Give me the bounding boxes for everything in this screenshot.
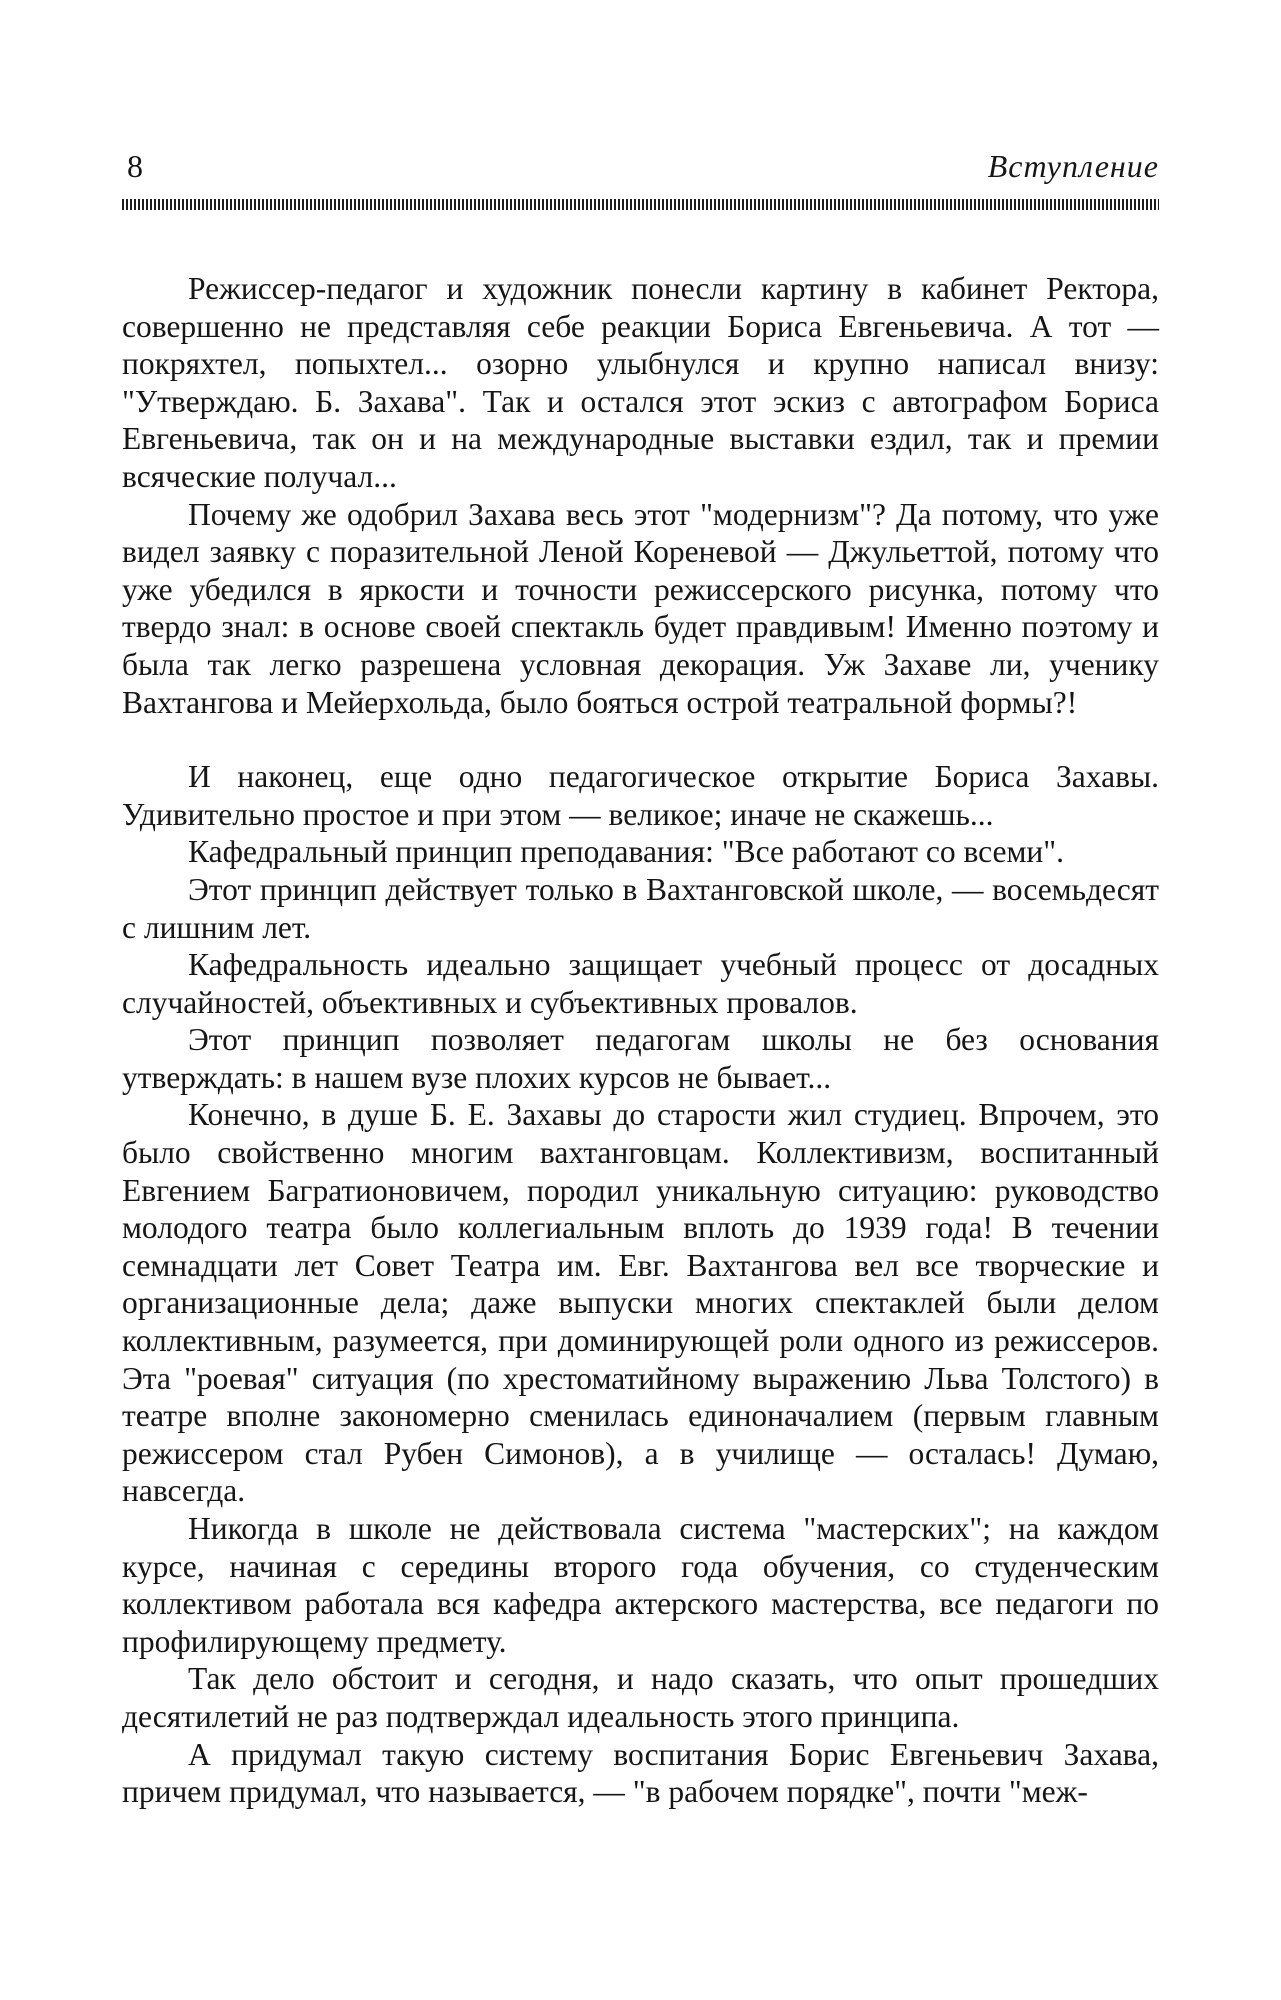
paragraph: Этот принцип позволяет педагогам школы не без основания утверждать: в нашем вузе плохих курсов не бывает... <box>122 1022 1159 1095</box>
paragraph: Никогда в школе не действовала система "мастерских"; на каждом курсе, начиная с середины второго года обучения, со студенческим коллективом работала вся кафедра актерского мастерства, все педагоги по профилирующему предмету. <box>122 1511 1159 1659</box>
page-number: 8 <box>127 148 143 184</box>
paragraph: Кафедральность идеально защищает учебный процесс от досадных случайностей, объективных и субъективных провалов. <box>122 947 1159 1020</box>
paragraph: А придумал такую систему воспитания Борис Евгеньевич Захава, причем придумал, что называется, — "в рабочем порядке", почти "меж- <box>122 1736 1159 1810</box>
running-header <box>122 150 1159 196</box>
paragraph: Конечно, в душе Б. Е. Захавы до старости жил студиец. Впрочем, это было свойственно многим вахтанговцам. Коллективизм, воспитанный Евгением Багратионовичем, породил уникальную ситуацию: руководство молодого театра было коллегиальным вплоть до 1939 года! В течении семнадцати лет Совет Театра им. Евг. Вахтангова вел все творческие и организационные дела; даже выпуски многих спектаклей были делом коллективным, разумеется, при доминирующей роли одного из режиссеров. Эта "роевая" ситуация (по хрестоматийному выражению Льва Толстого) в театре вполне закономерно сменилась единоначалием (первым главным режиссером стал Рубен Симонов), а в училище — осталась! Думаю, навсегда. <box>122 1097 1159 1509</box>
book-page <box>122 150 1159 1811</box>
header-rule-divider <box>122 199 1159 210</box>
paragraph: И наконец, еще одно педагогическое открытие Бориса Захавы. Удивительно простое и при этом — великое; иначе не скажешь... <box>122 759 1159 832</box>
paragraph: Почему же одобрил Захава весь этот "модернизм"? Да потому, что уже видел заявку с поразительной Леной Кореневой — Джульеттой, потому что уже убедился в яркости и точности режиссерского рисунка, потому что твердо знал: в основе своей спектакль будет правдивым! Именно поэтому и была так легко разрешена условная декорация. Уж Захаве ли, ученику Вахтангова и Мейерхольда, было бояться острой театральной формы?! <box>122 496 1159 720</box>
body-text <box>122 270 1159 1811</box>
paragraph: Кафедральный принцип преподавания: "Все работают со всеми". <box>188 834 1065 870</box>
paragraph: Так дело обстоит и сегодня, и надо сказать, что опыт прошедших десятилетий не раз подтверждал идеальность этого принципа. <box>122 1661 1159 1734</box>
paragraph: Режиссер-педагог и художник понесли картину в кабинет Ректора, совершенно не представляя себе реакции Бориса Евгеньевича. А тот — покряхтел, попыхтел... озорно улыбнулся и крупно написал внизу: "Утверждаю. Б. Захава". Так и остался этот эскиз с автографом Бориса Евгеньевича, так он и на международные выставки ездил, так и премии всяческие получал... <box>122 271 1159 494</box>
section-title: Вступление <box>987 148 1159 184</box>
paragraph: Этот принцип действует только в Вахтанговской школе, — восемьдесят с лишним лет. <box>122 871 1159 945</box>
